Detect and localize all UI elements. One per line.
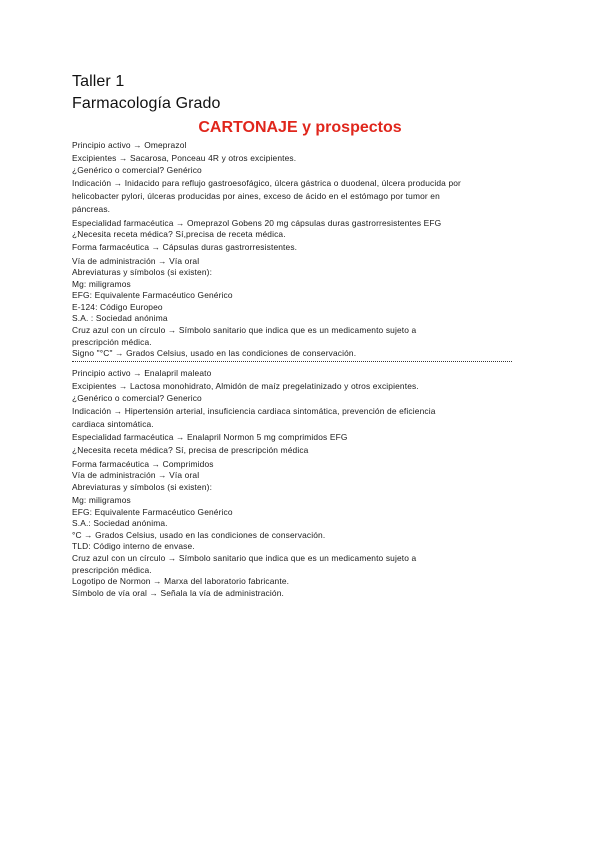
section-divider <box>72 361 512 366</box>
s1-cruz-azul-cont: prescripción médica. <box>72 336 152 347</box>
s2-sa: S.A.: Sociedad anónima. <box>72 518 168 529</box>
doc-heading-subject: Farmacología Grado <box>72 95 221 112</box>
s1-signo-celsius: Signo "°C" → Grados Celsius, usado en las condiciones de conservación. <box>72 348 357 359</box>
s1-e124: E-124: Código Europeo <box>72 301 163 312</box>
s2-indicacion: Indicación → Hipertensión arterial, insuficiencia cardiaca sintomática, prevención de eficiencia <box>72 405 436 416</box>
doc-heading-taller: Taller 1 <box>72 73 125 90</box>
s2-efg: EFG: Equivalente Farmacéutico Genérico <box>72 506 233 517</box>
s1-efg: EFG: Equivalente Farmacéutico Genérico <box>72 290 233 301</box>
s2-indicacion-cont: cardiaca sintomática. <box>72 419 154 429</box>
s1-sa: S.A. : Sociedad anónima <box>72 313 168 324</box>
s2-tld: TLD: Código interno de envase. <box>72 541 195 552</box>
s2-principio-activo: Principio activo → Enalapril maleato <box>72 367 212 378</box>
s2-cruz-azul: Cruz azul con un círculo → Símbolo sanitario que indica que es un medicamento sujeto a <box>72 552 417 563</box>
s2-forma: Forma farmacéutica → Comprimidos <box>72 458 214 469</box>
s1-receta: ¿Necesita receta médica? Sí,precisa de receta médica. <box>72 229 286 240</box>
s1-especialidad: Especialidad farmacéutica → Omeprazol Gobens 20 mg cápsulas duras gastrorresistentes EFG <box>72 217 442 228</box>
s1-excipientes: Excipientes → Sacarosa, Ponceau 4R y otros excipientes. <box>72 153 297 164</box>
s1-forma: Forma farmacéutica → Cápsulas duras gastrorresistentes. <box>72 242 298 253</box>
doc-body <box>72 140 532 599</box>
s2-simbolo-via: Símbolo de vía oral → Señala la vía de administración. <box>72 587 284 598</box>
s1-indicacion-cont: helicobacter pylori, úlceras producidas por aines, exceso de ácido en el estómago por tumor en <box>72 191 440 202</box>
s1-abreviaturas: Abreviaturas y símbolos (si existen): <box>72 267 213 278</box>
s2-excipientes: Excipientes → Lactosa monohidrato, Almidón de maíz pregelatinizado y otros excipientes. <box>72 381 419 392</box>
s2-abreviaturas: Abreviaturas y símbolos (si existen): <box>72 481 213 492</box>
s2-mg: Mg: miligramos <box>72 494 131 505</box>
s1-via: Vía de administración → Vía oral <box>72 255 200 266</box>
s2-especialidad: Especialidad farmacéutica → Enalapril Normon 5 mg comprimidos EFG <box>72 432 348 443</box>
s1-generico: ¿Genérico o comercial? Genérico <box>72 164 202 175</box>
s2-logotipo: Logotipo de Normon → Marxa del laboratorio fabricante. <box>72 576 290 587</box>
s2-via: Vía de administración → Vía oral <box>72 470 200 481</box>
s1-indicacion-end: páncreas. <box>72 204 111 215</box>
s1-principio-activo: Principio activo → Omeprazol <box>72 140 187 150</box>
s1-indicacion: Indicación → Inidacido para reflujo gastroesofágico, úlcera gástrica o duodenal, úlcera producida por <box>72 177 461 188</box>
s2-generico: ¿Genérico o comercial? Generico <box>72 392 202 403</box>
s2-celsius: °C → Grados Celsius, usado en las condiciones de conservación. <box>72 529 326 540</box>
s2-cruz-azul-cont: prescripción médica. <box>72 564 152 575</box>
s2-receta: ¿Necesita receta médica? Sí, precisa de prescripción médica <box>72 445 309 456</box>
doc-title: CARTONAJE y prospectos <box>198 119 402 136</box>
s1-cruz-azul: Cruz azul con un círculo → Símbolo sanitario que indica que es un medicamento sujeto a <box>72 325 417 336</box>
s1-mg: Mg: miligramos <box>72 278 131 289</box>
